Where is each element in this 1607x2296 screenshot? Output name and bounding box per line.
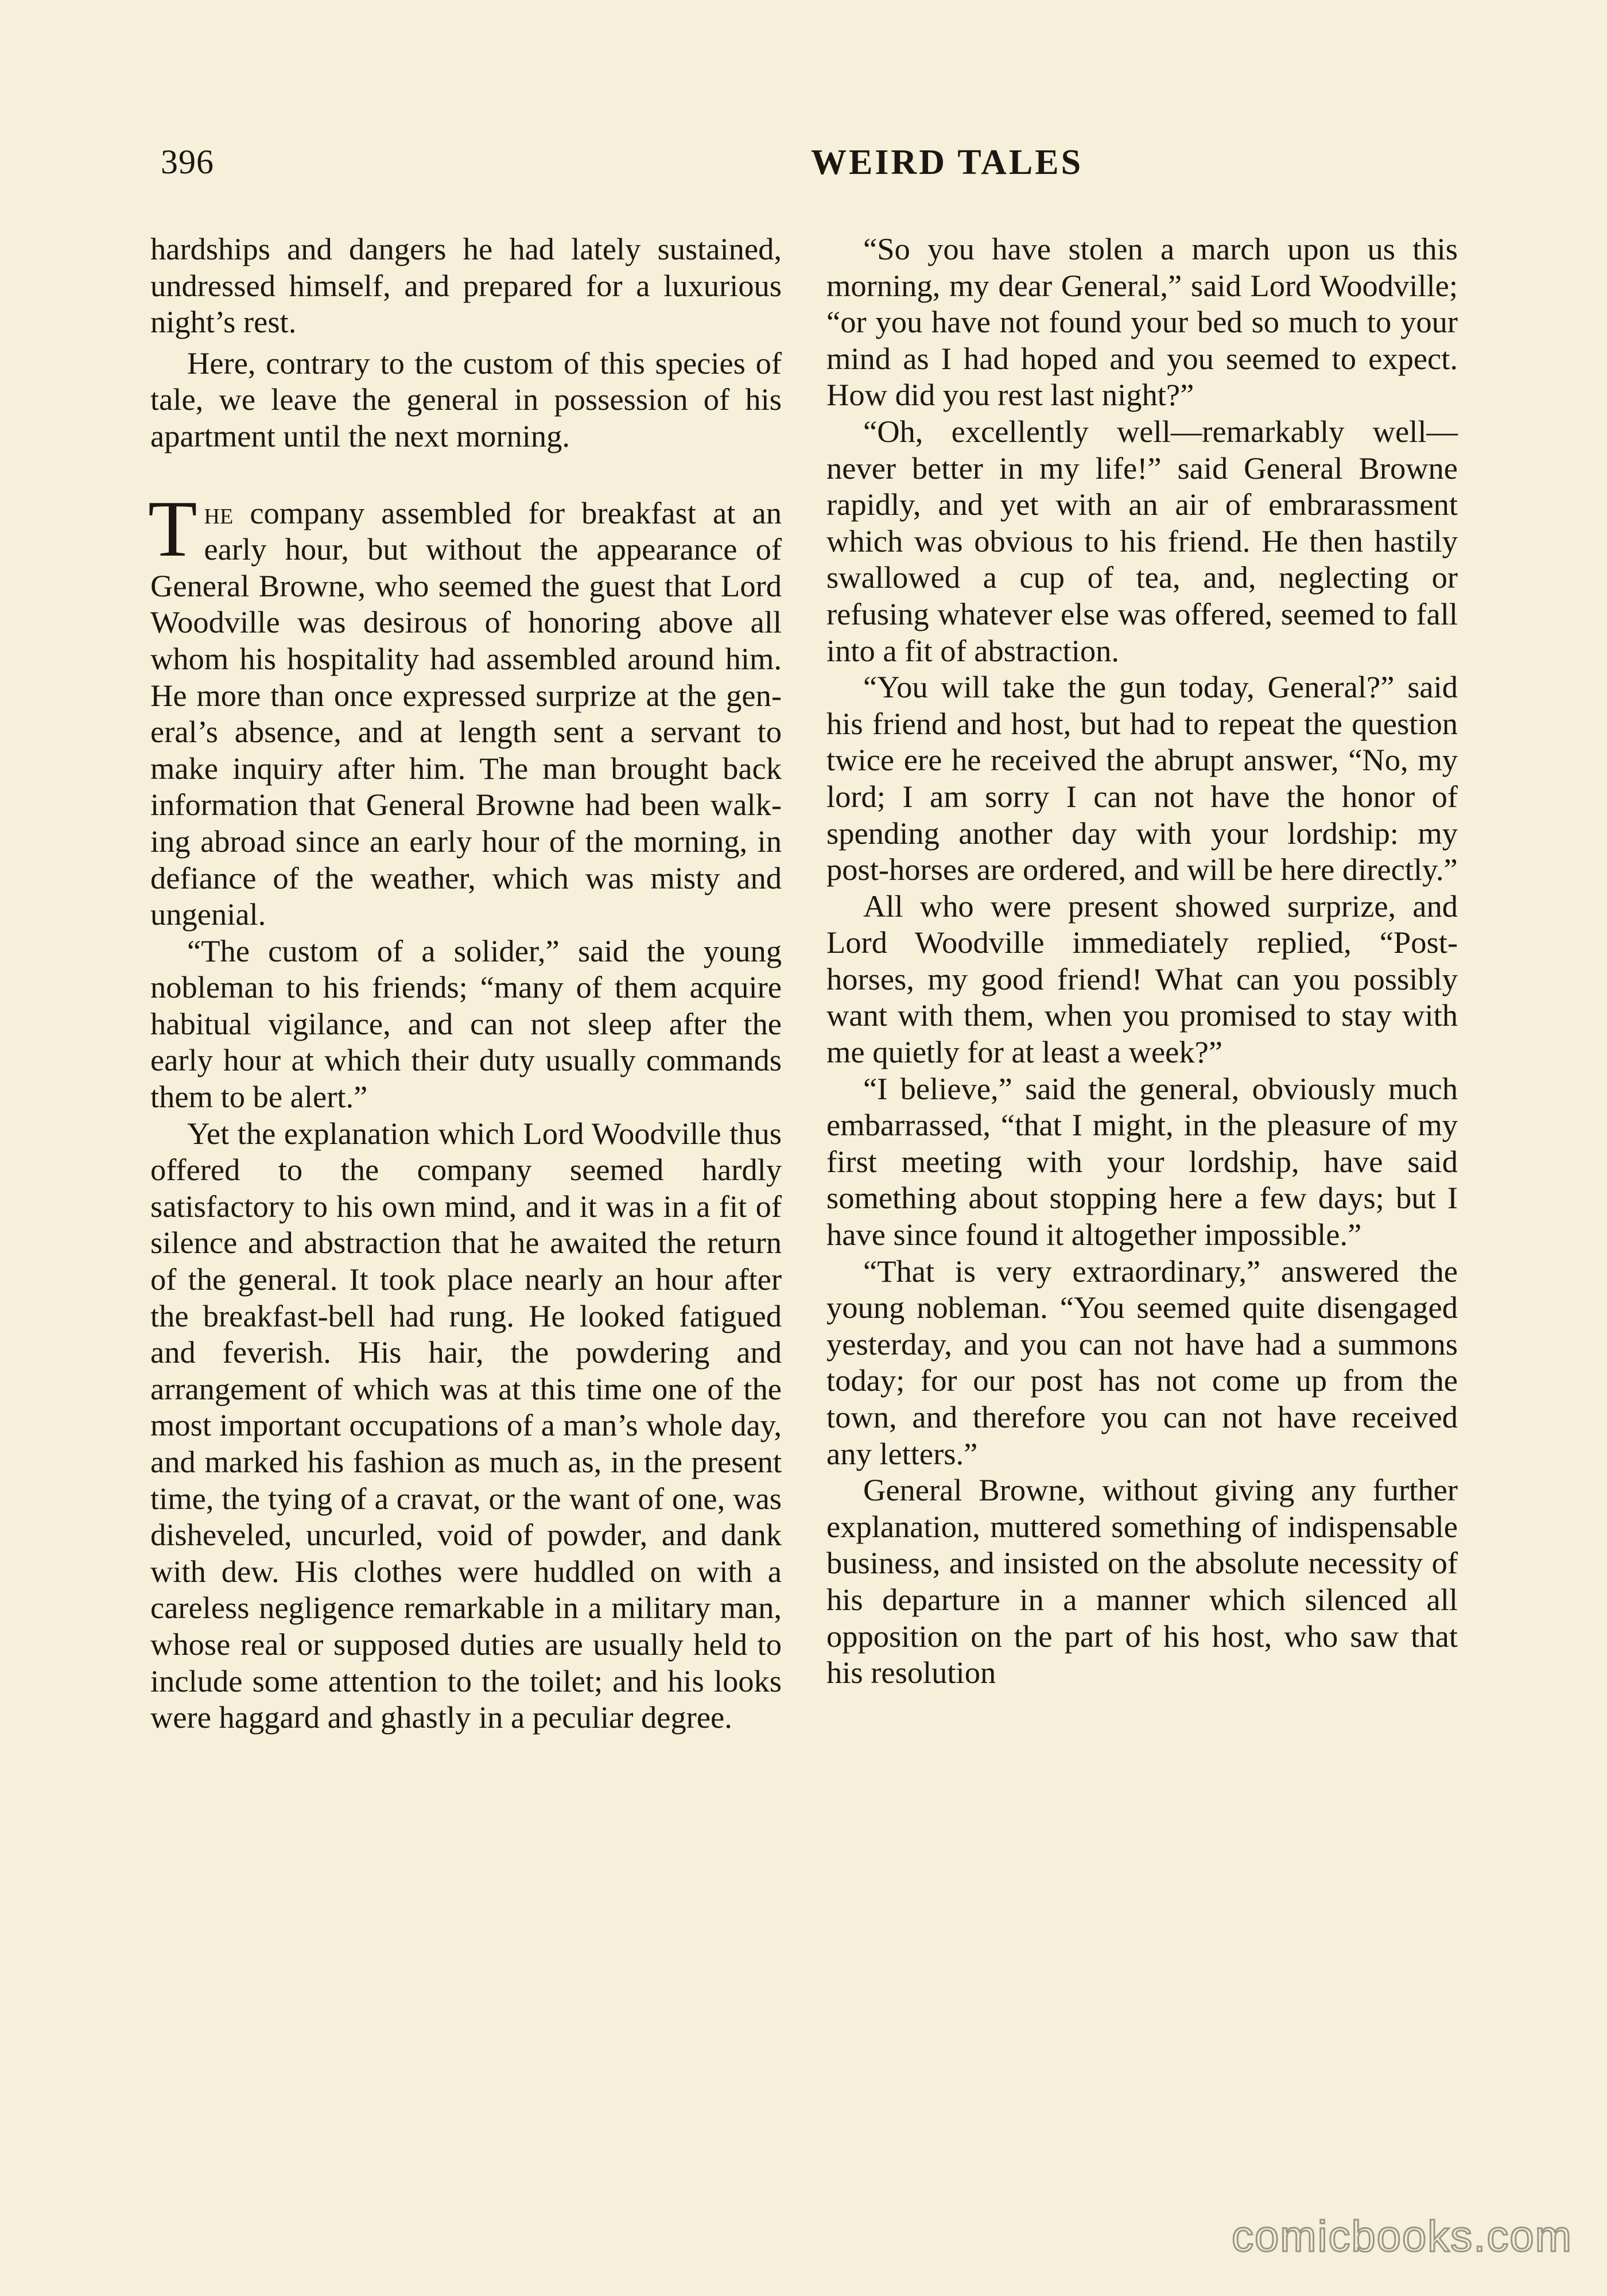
running-header xyxy=(161,142,1469,188)
right-paragraph-5: “I believe,” said the general, obviously much embarrassed, “that I might, in the pleasure of my first meeting with your lordship, have said something about stopping here a few days; but I have since found it altogether impossible.” xyxy=(826,1071,1458,1252)
running-title: WEIRD TALES xyxy=(810,143,1084,182)
right-paragraph-3: “You will take the gun today, General?” said his friend and host, but had to repeat the question twice ere he received the abrupt answer, “No, my lord; I am sorry I can not have the honor of spending another day with your lordship: my post-horses are ordered, and will be here directly.” xyxy=(826,669,1458,887)
left-paragraph-2: Here, contrary to the custom of this species of tale, we leave the general in possession of his apartment until the next morning. xyxy=(150,345,782,453)
drop-cap: T xyxy=(148,484,197,573)
right-paragraph-7: General Browne, without giving any further explanation, muttered something of indispensable business, and insisted on the absolute necessity of his departure in a manner which silenced all opposition on the part of his host, who saw that his resolution xyxy=(826,1472,1458,1690)
right-paragraph-1: “So you have stolen a march upon us this morning, my dear General,” said Lord Woodville; “or you have not found your bed so much to your mind as I had hoped and you seemed to expect. How did you rest last night?” xyxy=(826,231,1458,413)
right-paragraph-4: All who were present showed surprize, and Lord Woodville immediately replied, “Post-horses, my good friend! What can you possibly want with them, when you promised to stay with me quietly for at least a week?” xyxy=(826,888,1458,1070)
small-caps-lead: he xyxy=(204,495,234,530)
right-column xyxy=(826,231,1458,1691)
site-watermark: comicbooks.com xyxy=(1232,2212,1573,2261)
right-paragraph-6: “That is very extraordinary,” answered the young nobleman. “You seemed quite disengaged yesterday, and you can not have had a summons today; for our post has not come up from the town, and therefore you can not have received any letters.” xyxy=(826,1253,1458,1471)
left-paragraph-3-text: company assembled for breakfast at an early hour, but without the appearance of General Browne, who seemed the guest that Lord Woodville was desirous of honoring above all whom his hospitality had assembled around him. He more than once expressed surprize at the general’s absence, and at length sent a servant to make inquiry after him. The man brought back information that General Browne had been walking abroad since an early hour of the morning, in defiance of the weather, which was misty and ungenial. xyxy=(150,495,782,932)
left-paragraph-1: hardships and dangers he had lately sustained, undressed himself, and prepared for a luxurious night’s rest. xyxy=(150,231,782,340)
right-paragraph-2: “Oh, excellently well—remarkably well—never better in my life!” said General Browne rapidly, and yet with an air of embrarassment which was obvious to his friend. He then hastily swallowed a cup of tea, and, neglecting or refusing whatever else was offered, seemed to fall into a fit of abstraction. xyxy=(826,413,1458,668)
left-paragraph-4: “The custom of a solider,” said the young nobleman to his friends; “many of them acquire habitual vigilance, and can not sleep after the early hour at which their duty usually commands them to be alert.” xyxy=(150,933,782,1115)
left-column xyxy=(150,231,782,1736)
left-paragraph-3 xyxy=(148,484,782,933)
left-paragraph-5: Yet the explanation which Lord Woodville thus offered to the company seemed hardly satisfactory to his own mind, and it was in a fit of silence and abstraction that he awaited the return of the general. It took place nearly an hour after the breakfast-bell had rung. He looked fatigued and feverish. His hair, the powdering and arrangement of which was at this time one of the most important occupations of a man’s whole day, and marked his fashion as much as, in the present time, the tying of a cravat, or the want of one, was disheveled, uncurled, void of powder, and dank with dew. His clothes were huddled on with a careless negligence remarkable in a military man, whose real or supposed duties are usually held to include some attention to the toilet; and his looks were haggard and ghastly in a peculiar degree. xyxy=(150,1115,782,1735)
page-number: 396 xyxy=(161,143,214,181)
